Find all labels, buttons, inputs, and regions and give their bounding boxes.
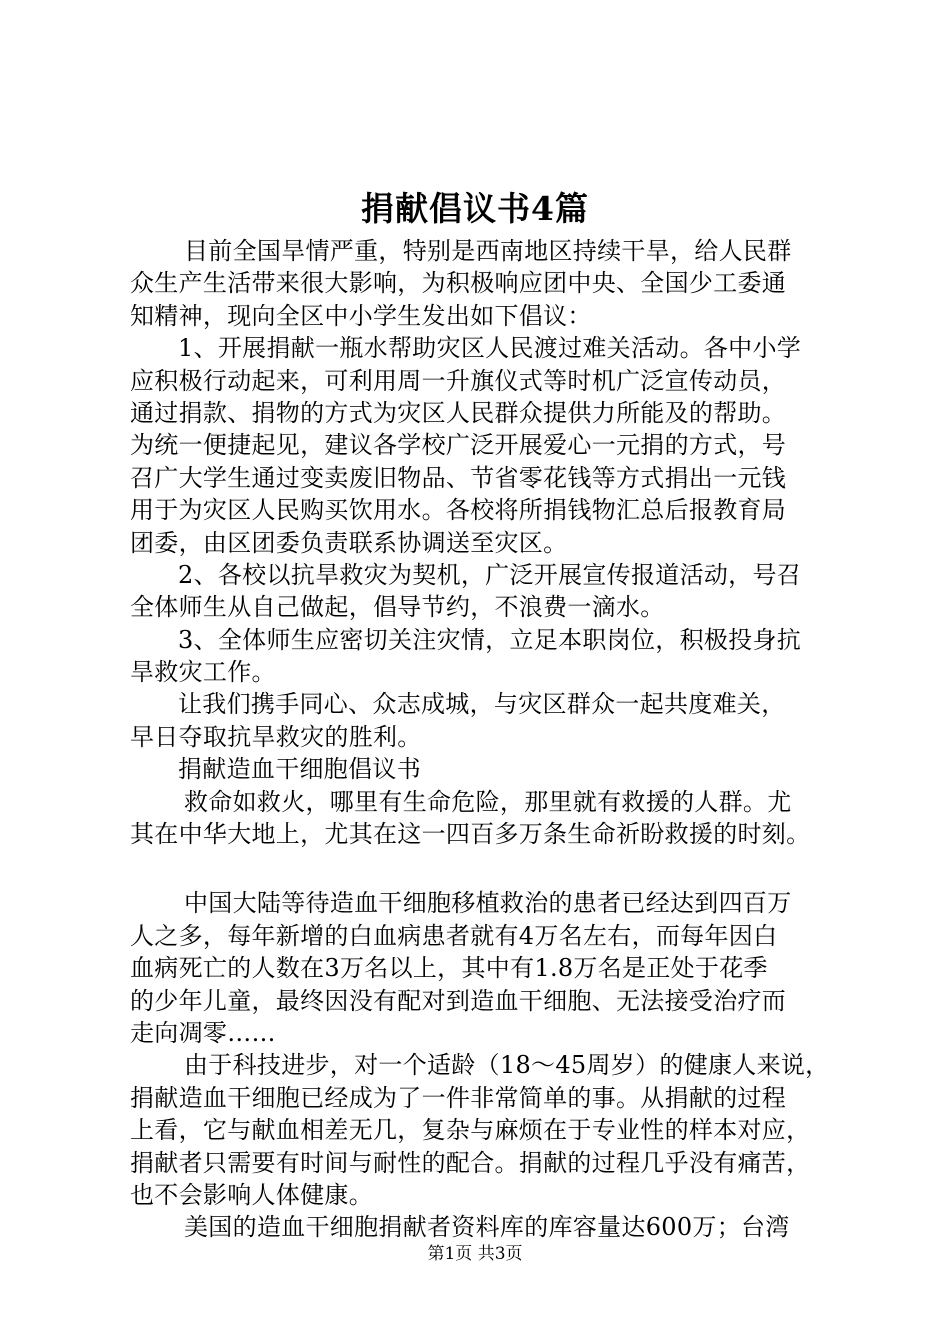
page-footer: 第1页 共3页 — [427, 1244, 523, 1264]
document-title: 捐献倡议书4篇 — [361, 189, 589, 228]
text-line: 3、全体师生应密切关注灾情，立足本职岗位，积极投身抗 — [178, 625, 802, 654]
text-line: 知精神，现向全区中小学生发出如下倡议： — [130, 301, 592, 330]
section-heading: 捐献造血干细胞倡议书 — [178, 755, 421, 784]
text-line: 由于科技进步，对一个适龄（18～45周岁）的健康人来说， — [184, 1051, 830, 1080]
text-line: 其在中华大地上，尤其在这一四百多万条生命祈盼救援的时刻。 — [130, 820, 811, 849]
text-line: 中国大陆等待造血干细胞移植救治的患者已经达到四百万 — [184, 889, 792, 918]
text-line: 团委，由区团委负责联系协调送至灾区。 — [130, 528, 568, 557]
text-line: 的少年儿童，最终因没有配对到造血干细胞、无法接受治疗而 — [130, 986, 787, 1015]
text-line: 1、开展捐献一瓶水帮助灾区人民渡过难关活动。各中小学 — [178, 334, 802, 363]
text-line: 为统一便捷起见，建议各学校广泛开展爱心一元捐的方式，号 — [130, 431, 787, 460]
text-line: 通过捐款、捐物的方式为灾区人民群众提供力所能及的帮助。 — [130, 398, 787, 427]
text-line: 走向凋零…… — [130, 1018, 276, 1047]
text-line: 让我们携手同心、众志成城，与灾区群众一起共度难关， — [178, 690, 786, 719]
text-line: 目前全国旱情严重，特别是西南地区持续干旱，给人民群 — [184, 237, 792, 265]
text-line: 2、各校以抗旱救灾为契机，广泛开展宣传报道活动，号召 — [178, 560, 802, 589]
text-line: 全体师生从自己做起，倡导节约，不浪费一滴水。 — [130, 593, 665, 622]
text-line: 救命如救火，哪里有生命危险，那里就有救援的人群。尤 — [184, 787, 792, 816]
text-line: 用于为灾区人民购买饮用水。各校将所捐钱物汇总后报教育局 — [130, 496, 787, 525]
text-line: 捐献者只需要有时间与耐性的配合。捐献的过程几乎没有痛苦， — [130, 1148, 811, 1177]
text-line: 召广大学生通过变卖废旧物品、节省零花钱等方式捐出一元钱 — [130, 463, 787, 492]
document-body — [130, 235, 834, 1244]
text-line: 也不会影响人体健康。 — [130, 1180, 373, 1209]
text-line: 血病死亡的人数在3万名以上，其中有1.8万名是正处于花季 — [130, 954, 768, 983]
text-line: 众生产生活带来很大影响，为积极响应团中央、全国少工委通 — [130, 269, 787, 298]
text-line: 美国的造血干细胞捐献者资料库的库容量达600万；台湾 — [184, 1213, 790, 1242]
text-line: 人之多，每年新增的白血病患者就有4万名左右，而每年因白 — [130, 921, 778, 950]
text-line: 旱救灾工作。 — [130, 658, 276, 687]
text-line: 捐献造血干细胞已经成为了一件非常简单的事。从捐献的过程 — [130, 1083, 787, 1112]
text-line: 应积极行动起来，可利用周一升旗仪式等时机广泛宣传动员， — [130, 366, 787, 395]
text-line: 早日夺取抗旱救灾的胜利。 — [130, 722, 422, 751]
blank-line — [130, 850, 834, 887]
text-line: 上看，它与献血相差无几，复杂与麻烦在于专业性的样本对应， — [130, 1116, 811, 1145]
